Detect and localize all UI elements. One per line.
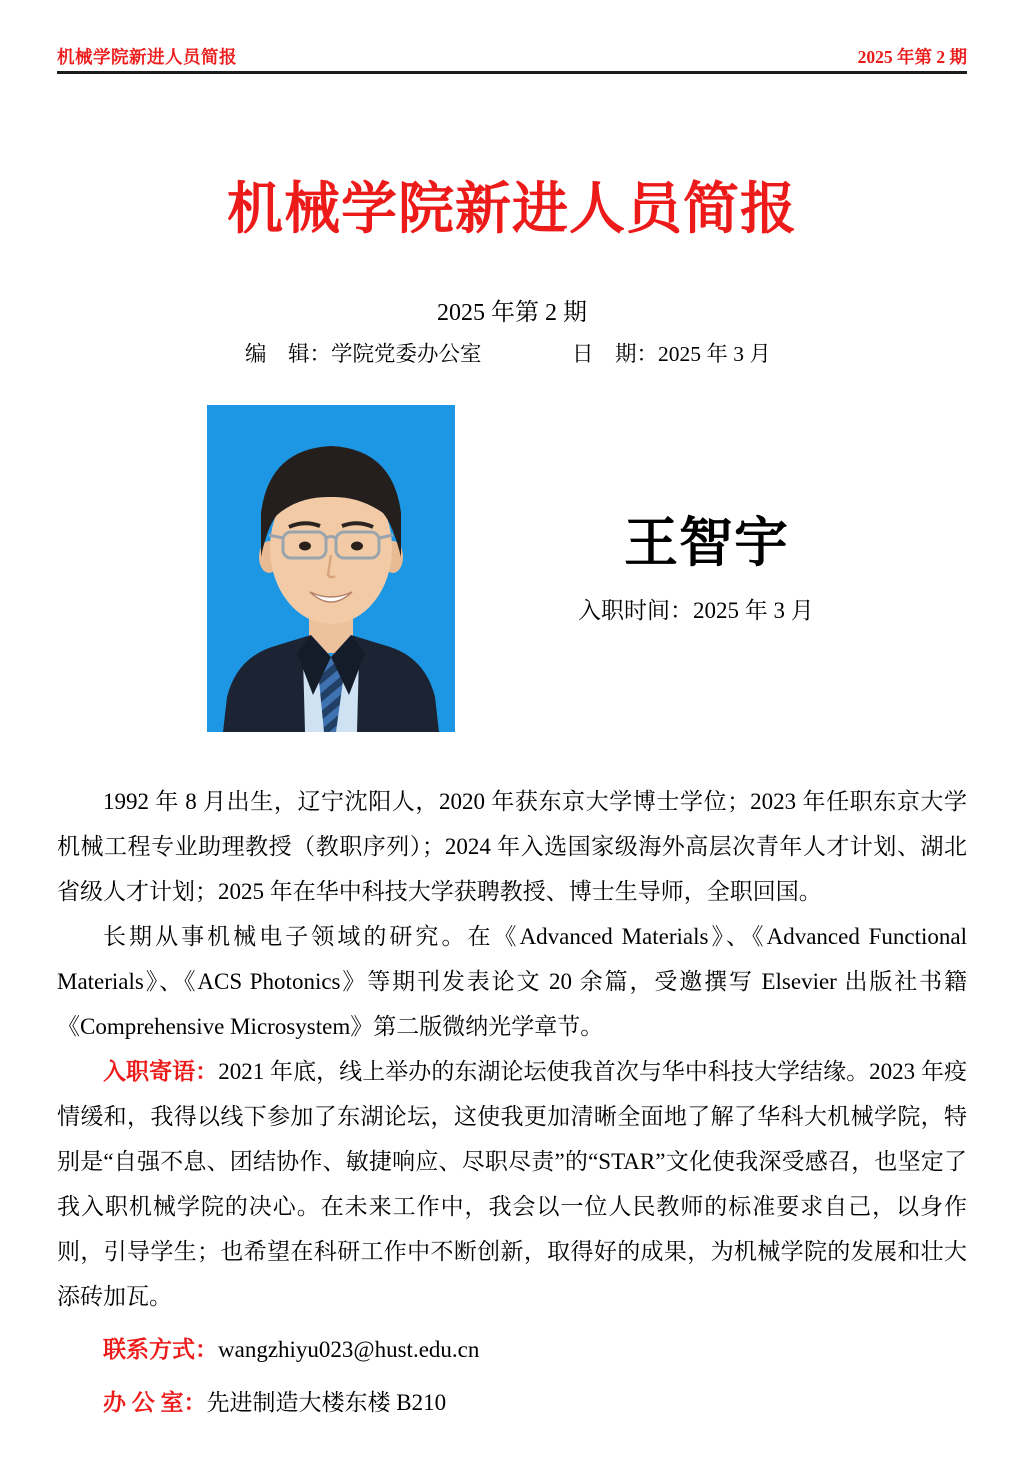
editor-field: [245, 337, 482, 368]
eye: [351, 542, 363, 551]
office-label: 办 公 室：: [103, 1390, 207, 1415]
person-name: 王智宇: [624, 513, 789, 573]
message-text: 2021 年底，线上举办的东湖论坛使我首次与华中科技大学结缘。2023 年疫情缓和，我得以线下参加了东湖论坛，这使我更加清晰全面地了解了华科大机械学院，特别是“自强不息、团结协作、敏捷响应、尽职尽责”的“STAR”文化使我深受感召，也坚定了我入职机械学院的决心。在未来工作中，我会以一位人民教师的标准要求自己，以身作则，引导学生；也希望在科研工作中不断创新，取得好的成果，为机械学院的发展和壮大添砖加瓦。: [57, 1059, 968, 1309]
issue-number: 2025 年第 2 期: [437, 300, 587, 326]
message-paragraph: [57, 1049, 967, 1319]
portrait-illustration: [207, 405, 455, 732]
research-paragraph: 长期从事机械电子领域的研究。在《Advanced Materials》、《Advanced Functional Materials》、《ACS Photonics》等期刊发表论文 20 余篇，受邀撰写 Elsevier 出版社书籍《Comprehensive Microsystem》第二版微纳光学章节。: [57, 924, 967, 1039]
message-label: 入职寄语：: [103, 1059, 219, 1084]
contact-email: wangzhiyu023@hust.edu.cn: [218, 1337, 480, 1362]
office-value: 先进制造大楼东楼 B210: [206, 1390, 447, 1415]
running-header-title: 机械学院新进人员简报: [57, 47, 237, 67]
portrait-photo: [207, 405, 455, 732]
editor-label: 编 辑：: [245, 342, 332, 366]
editor-value: 学院党委办公室: [331, 342, 482, 366]
body-text: [57, 779, 967, 1425]
contact-label: 联系方式：: [103, 1337, 218, 1362]
start-date-line: [578, 592, 814, 625]
editor-date-line: [0, 337, 1024, 367]
start-date-label: 入职时间：: [578, 598, 693, 623]
eye: [299, 542, 311, 551]
date-value: 2025 年 3 月: [658, 342, 771, 366]
running-header-issue: 2025 年第 2 期: [857, 47, 967, 67]
bio-paragraph: 1992 年 8 月出生，辽宁沈阳人，2020 年获东京大学博士学位；2023 年任职东京大学机械工程专业助理教授（教职序列）；2024 年入选国家级海外高层次青年人才计划、湖北省级人才计划；2025 年在华中科技大学获聘教授、博士生导师，全职回国。: [57, 789, 967, 904]
date-label: 日 期：: [572, 342, 659, 366]
date-field: [572, 337, 771, 368]
contact-line: [57, 1327, 967, 1372]
start-date-value: 2025 年 3 月: [693, 598, 814, 623]
header-rule: [57, 71, 967, 74]
office-line: [57, 1380, 967, 1425]
page-title: 机械学院新进人员简报: [227, 179, 797, 241]
